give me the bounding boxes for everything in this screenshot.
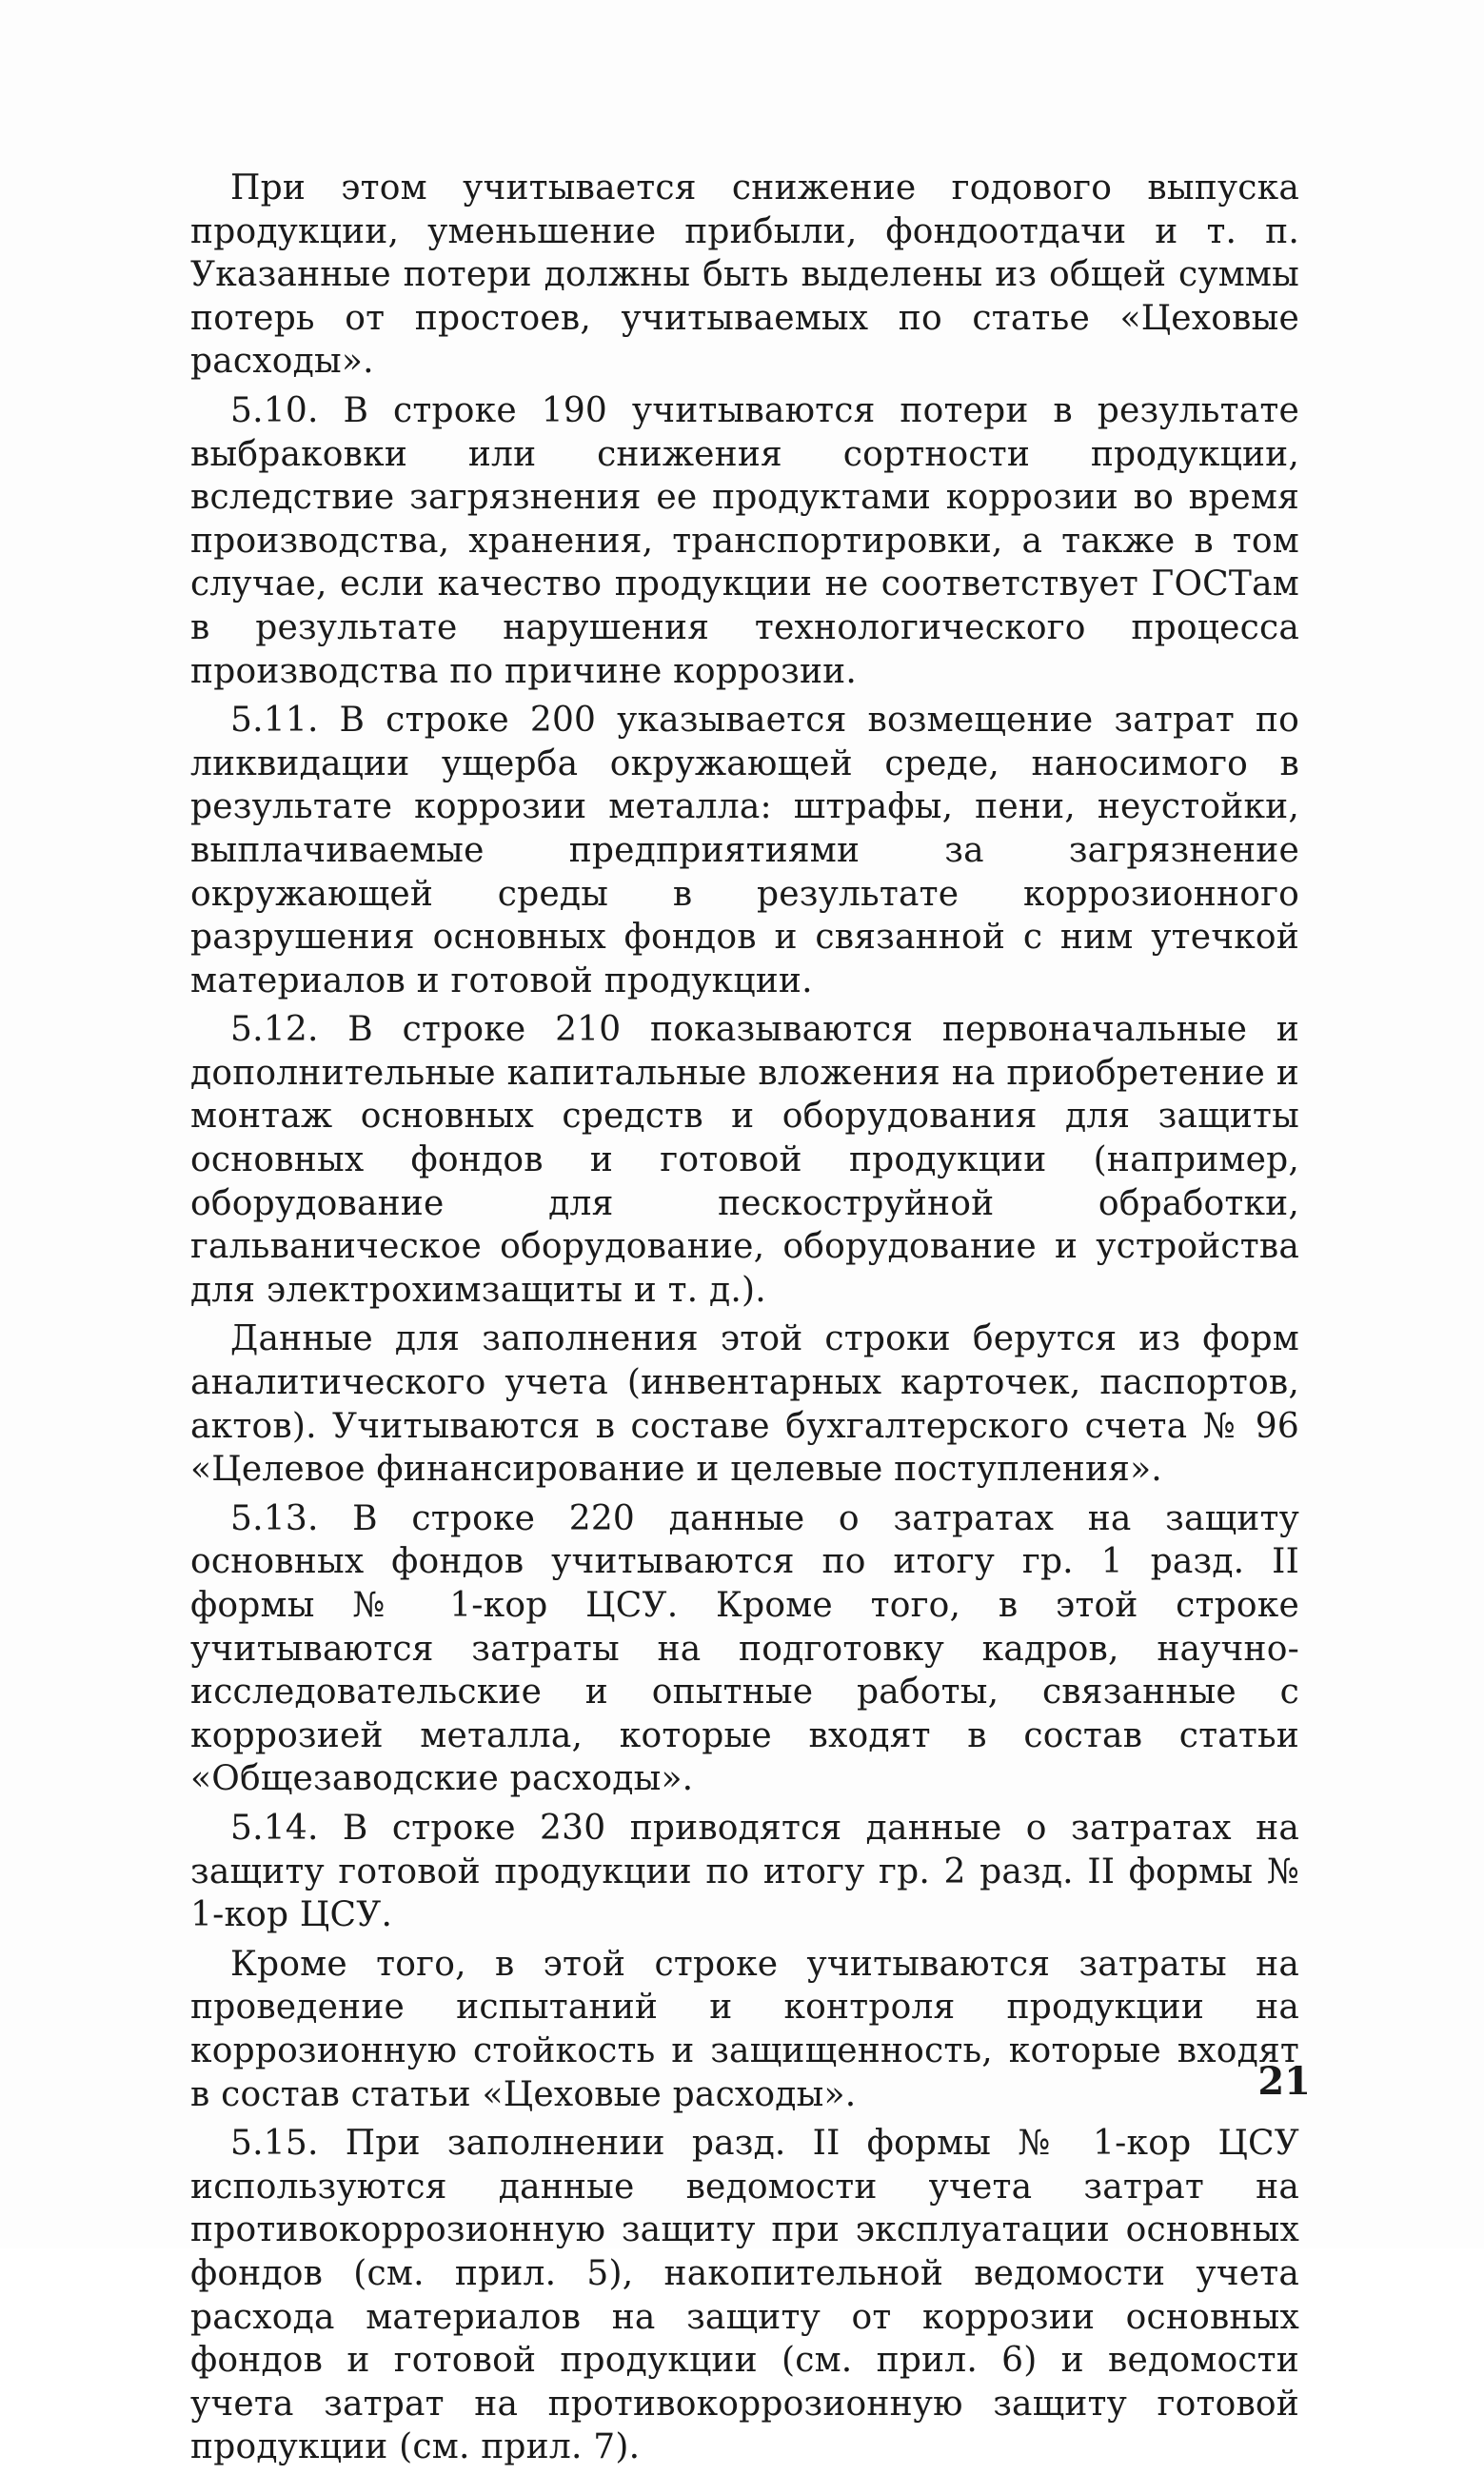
paragraph-5-12: 5.12. В строке 210 показываются первоначальные и дополнительные капитальные вложения на приобретение и монтаж основных средств и оборудования для защиты основных фондов и готовой продукции (например, оборудование для пескоструйной обработки, гальваническое оборудование, оборудование и устройства для электрохимзащиты и т. д.). — [190, 1010, 1299, 1310]
paragraph-5-14-extra: Кроме того, в этой строке учитываются затраты на проведение испытаний и контроля продукции на коррозионную стойкость и защищенность, которые входят в состав статьи «Цеховые расходы». — [190, 1944, 1299, 2114]
body-text — [190, 167, 1299, 2475]
paragraph-5-12-data: Данные для заполнения этой строки берутся из форм аналитического учета (инвентарных карточек, паспортов, актов). Учитываются в составе бухгалтерского счета № 96 «Целевое финансирование и целевые поступления». — [190, 1319, 1299, 1490]
paragraph-5-11: 5.11. В строке 200 указывается возмещение затрат по ликвидации ущерба окружающей среде, наносимого в результате коррозии металла: штрафы, пени, неустойки, выплачиваемые предприятиями за загрязнение окружающей среды в результате коррозионного разрушения основных фондов и связанной с ним утечкой материалов и готовой продукции. — [190, 701, 1299, 1000]
paragraph-5-15: 5.15. При заполнении разд. II формы № 1-кор ЦСУ используются данные ведомости учета затрат на противокоррозионную защиту при эксплуатации основных фондов (см. прил. 5), накопительной ведомости учета расхода материалов на защиту от коррозии основных фондов и готовой продукции (см. прил. 6) и ведомости учета затрат на противокоррозионную защиту готовой продукции (см. прил. 7). — [190, 2124, 1299, 2467]
paragraph-5-10: 5.10. В строке 190 учитываются потери в результате выбраковки или снижения сортности продукции, вследствие загрязнения ее продуктами коррозии во время производства, хранения, транспортировки, а также в том случае, если качество продукции не соответствует ГОСТам в результате нарушения технологического процесса производства по причине коррозии. — [190, 390, 1299, 691]
paragraph-5-14: 5.14. В строке 230 приводятся данные о затратах на защиту готовой продукции по итогу гр. 2 разд. II формы № 1-кор ЦСУ. — [190, 1808, 1299, 1935]
paragraph-5-13: 5.13. В строке 220 данные о затратах на защиту основных фондов учитываются по итогу гр. 1 разд. II формы № 1-кор ЦСУ. Кроме того, в этой строке учитываются затраты на подготовку кадров, научно-исследовательские и опытные работы, связанные с коррозией металла, которые входят в состав статьи «Общезаводские расходы». — [190, 1498, 1299, 1799]
paragraph-intro: При этом учитывается снижение годового выпуска продукции, уменьшение прибыли, фондоотдачи и т. п. Указанные потери должны быть выделены из общей суммы потерь от простоев, учитываемых по статье «Цеховые расходы». — [190, 168, 1299, 382]
page-number: 21 — [1257, 2059, 1311, 2104]
